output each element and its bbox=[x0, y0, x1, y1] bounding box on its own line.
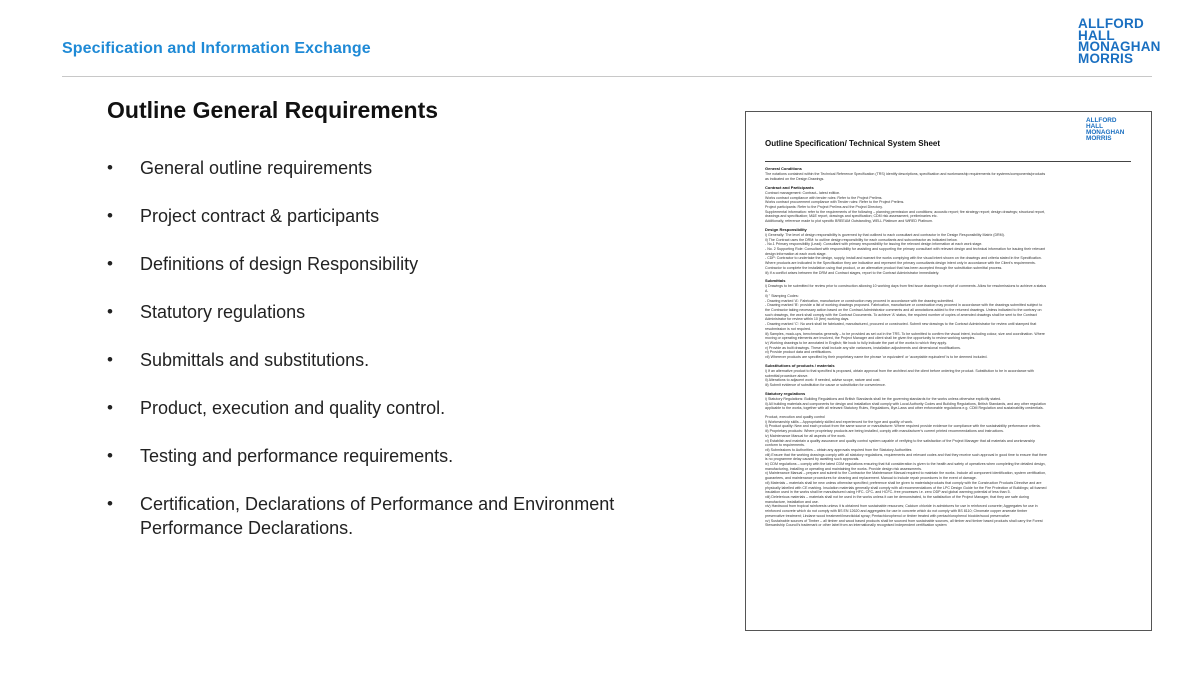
document-section-heading: Submittals bbox=[765, 278, 786, 284]
bullet-item bbox=[107, 348, 687, 372]
document-text-line: The notations contained within the Technical Reference Specification (TRS) identify descriptions, specification and workmanship requirements for systems/components/products bbox=[765, 172, 1046, 177]
document-logo bbox=[1086, 118, 1124, 142]
logo-line: MORRIS bbox=[1078, 50, 1134, 66]
document-text-line: A. bbox=[765, 289, 769, 294]
document-text-line: - Drawing marked 'C': No work shall be fabricated, manufactured, procured or constructed. Submit new drawings to the Contract Administrator for review until stamped that bbox=[765, 322, 1037, 327]
document-text-line: xv) Sustainable sources of Timber – all timber and wood based products shall be sourced from sustainable sources, all timber and timber based products shall carry the Forest bbox=[765, 518, 1043, 523]
document-text-line: moving or operating elements are involved, the Project Manager and client shall be given the opportunity to review working samples. bbox=[765, 336, 976, 341]
document-text-line: Stewardship Council's trademark or other label from an internationally recognised independent certification system bbox=[765, 523, 947, 528]
document-text-line: manufacturing, installing or operating and maintaining the works. Provide design risk assessments. bbox=[765, 466, 923, 471]
document-section-heading: General Conditions bbox=[765, 166, 802, 171]
bullet-item bbox=[107, 252, 687, 276]
document-text-line: the Contractor taking necessary action based on the Contract Administrator comments and all annotations added to the returned drawings. Unless indicated to the contrary on bbox=[765, 307, 1042, 312]
document-section bbox=[765, 392, 1137, 411]
bullet-item bbox=[107, 396, 687, 420]
document-text-line: ix) CDM regulations – comply with the latest CDM regulations ensuring that full consideration is given to the health and safety of operatives when completing the detailed design, bbox=[765, 462, 1046, 467]
document-text-line: i) Workmanship skills – Appropriately skilled and experienced for the type and quality of work. bbox=[765, 419, 914, 424]
document-text-line: iii) Proprietary products: Where proprietary products are being installed, comply with manufacturer's current printed recommendations and instructions. bbox=[765, 429, 1004, 434]
document-text-line: such drawings, the work shall comply with the Contract Documents. To achieve 'A' status, the required number of copies of amended drawings shall be sent to the Contract bbox=[765, 312, 1037, 317]
bullet-item bbox=[107, 444, 687, 468]
logo-line: HALL bbox=[1086, 123, 1104, 130]
document-section bbox=[765, 364, 1137, 388]
bullet-text: Product, execution and quality control. bbox=[140, 398, 446, 418]
slide-title: Outline General Requirements bbox=[107, 97, 439, 123]
document-text-line: iv) Working drawings to be annotated in English; file book to fully indicate the part of the works to which they apply. bbox=[765, 340, 947, 345]
document-text-line: xiii) Deleterious materials – materials shall not be used in the works unless it can be demonstrated, to the satisfaction of the Project Manager, that they are safe during bbox=[765, 495, 1029, 499]
document-text-line: i) Statutory Regulations: Building Regulations and British Standards shall be the governing standards for the works unless otherwise explicitly stated. bbox=[765, 396, 1002, 401]
bullet-item bbox=[107, 492, 687, 540]
bullet-list bbox=[107, 156, 687, 564]
document-section bbox=[765, 167, 1137, 182]
document-text-line: physically labelled with CE marking. Insulation materials generally shall comply with all recommendations of the LPC Design Guide for the Fire Protection of Buildings; all foamed bbox=[765, 485, 1047, 490]
bullet-text: Submittals and substitutions. bbox=[140, 350, 370, 370]
bullet-text: Project contract & participants bbox=[140, 206, 380, 226]
logo-line: MONAGHAN bbox=[1086, 129, 1125, 136]
document-section-heading: Design Responsibility bbox=[765, 226, 807, 232]
document-text-line: iii) If a conflict arises between the DRM and Contract stages, report to the Contract Administrator immediately. bbox=[765, 270, 940, 275]
document-text-line: Project participants: Refer to the Project Prelims and the Project Directory. bbox=[765, 204, 883, 209]
bullet-icon: • bbox=[107, 158, 113, 177]
document-text-line: guarantees, and maintenance procedures for cleaning and replacement. Manual to include repair procedures in the event of damage. bbox=[765, 476, 977, 481]
document-text-line: preservative treatment; Lindane wood treatment/insecticidal spray; Pentachlorophenol or timber treated with pentachlorophenol biocide/wood preservative bbox=[765, 513, 1010, 518]
document-text-line: iii) Samples, mock-ups, benchmarks generally – to be provided as set out in the TRS. To be submitted to confirm the visual intent, including colour, size and coordination. Where bbox=[765, 331, 1045, 336]
document-text-line: Contractor to complete the installation using that product, or an alternative product that has been accepted through the substitution submittal process. bbox=[765, 265, 1003, 270]
bullet-text: Definitions of design Responsibility bbox=[140, 254, 419, 274]
document-text-line: drawings and specification; M&E report, drawings and specification; CDM risk assessment, preliminaries etc. bbox=[765, 214, 938, 219]
document-text-line: - Drawing marked 'A': Fabrication, manufacture or construction may proceed in accordance with the drawing submitted. bbox=[765, 298, 955, 303]
document-text-line: vi) Provide product data and certifications. bbox=[765, 350, 832, 355]
document-title: Outline Specification/ Technical System Sheet bbox=[765, 139, 941, 148]
document-text-line: x) Maintenance Manual – prepare and submit to the Contractor the Maintenance Manual required to maintain the works. Include all component identification, system certification, bbox=[765, 471, 1047, 476]
document-text-line: design information at each work stage. bbox=[765, 251, 827, 256]
bullet-item bbox=[107, 300, 687, 324]
document-text-line: manufacture, installation and use. bbox=[765, 499, 819, 504]
bullet-icon: • bbox=[107, 446, 113, 465]
document-text-line: xiv) Hardwood from tropical rainforests unless it is obtained from sustainable resources; Calcium chloride in admixtures for use in reinforced concrete; Aggregates for use in bbox=[765, 504, 1038, 509]
document-section bbox=[765, 186, 1137, 224]
document-text-line: i) If an alternative product to that specified is proposed, obtain approval from the architect and the client before ordering the product. Substitution to be in accordance with bbox=[765, 368, 1034, 373]
document-text-line: ii) Alterations to adjacent work: If needed, advise scope, nature and cost. bbox=[765, 378, 881, 383]
logo-line: MORRIS bbox=[1086, 135, 1112, 142]
document-text-line: i) Generally: The level of design responsibility is governed by that outlined to each consultant and contractor in the Design Responsibility Matrix (DRM). bbox=[765, 232, 1005, 237]
logo-line: ALLFORD bbox=[1086, 117, 1117, 124]
header-divider bbox=[62, 76, 1152, 77]
logo-line: MONAGHAN bbox=[1078, 39, 1161, 54]
document-text-line: iv) Maintenance Manual for all aspects of the work. bbox=[765, 433, 846, 438]
document-text-line: Contract management: Contract– latest edition. bbox=[765, 190, 841, 195]
document-text-line: Supplemental information: refer to the requirements of the following – planning permission and conditions; acoustic report; fire strategy report; design drawings; structural report, bbox=[765, 209, 1046, 214]
document-text-line: Where products are indicated in the Specification they are indicative and represent the primary consultants design intent only in accordance with the Client's requirements. bbox=[765, 261, 1036, 266]
logo-line: ALLFORD bbox=[1078, 16, 1144, 31]
document-section bbox=[765, 228, 1137, 276]
document-section-heading: Statutory regulations bbox=[765, 390, 806, 396]
document-text-line: reinforced concrete which do not comply with BS EN 12620 and aggregates for use in concrete which do not comply with BS 8110; Chromate copper arsenate timber bbox=[765, 509, 1028, 514]
bullet-icon: • bbox=[107, 254, 113, 273]
bullet-text: Certification, Declarations of Performance and Environment Performance Declarations. bbox=[140, 494, 615, 538]
document-text-line: Works contract procurement compliance with Tender rules: Refer to the Project Prelims. bbox=[765, 200, 905, 205]
document-section bbox=[765, 415, 1137, 528]
bullet-icon: • bbox=[107, 206, 113, 225]
document-text-line: applicable to the works, together with all relevant Statutory Rules, Regulations, Bye-Laws and other enforceable regulations e.g. CDM Regulation and sustainability credentials. bbox=[765, 406, 1044, 411]
document-text-line: is no programme delay caused by awaiting such approvals. bbox=[765, 457, 860, 462]
document-text-line: - No. 2 Supporting Role: Consultant with responsibility for assisting and supporting the primary consultant with relevant design and technical information for issuing their relevant bbox=[765, 247, 1046, 252]
bullet-icon: • bbox=[107, 302, 113, 321]
document-text-line: submittal procedure above. bbox=[765, 373, 809, 378]
document-text-line: vi) Establish and maintain a quality assurance and quality control system capable of verifying to the satisfaction of the Project Manager that all materials and workmanship bbox=[765, 438, 1036, 443]
header-title: Specification and Information Exchange bbox=[62, 40, 371, 57]
document-text-line: viii) Ensure that the working drawings comply with all statutory regulations, requirements and relevant codes and that they receive such approval in good time to ensure that there bbox=[765, 452, 1048, 457]
document-text-line: - Drawing marked 'B': provide a list of working drawings proposed. Fabrication, manufacture or construction may proceed in accordance with the drawings submitted subject to bbox=[765, 303, 1043, 308]
document-text-line: Product, execution and quality control bbox=[765, 415, 825, 420]
bullet-text: Statutory regulations bbox=[140, 302, 306, 322]
document-text-line: - No.1 Primary responsibility (Lead): Consultant with primary responsibility for issuing the relevant design information at each work stage. bbox=[765, 242, 983, 247]
document-text-line: iii) Submit evidence of substitution for cause or substitution for convenience. bbox=[765, 383, 886, 388]
bullet-icon: • bbox=[107, 494, 113, 513]
logo-line: HALL bbox=[1078, 27, 1115, 43]
bullet-text: General outline requirements bbox=[140, 158, 373, 178]
document-divider bbox=[765, 161, 1131, 162]
bullet-item bbox=[107, 204, 687, 228]
company-logo bbox=[1078, 18, 1161, 64]
document-text-line: vii) Wherever products are specified by their proprietary name the phrase 'or equivalent' or 'acceptable equivalent' is to be deemed included. bbox=[765, 355, 988, 360]
bullet-text: Testing and performance requirements. bbox=[140, 446, 454, 466]
document-text-line: Works contract compliance with tender rules: Refer to the Project Prelims. bbox=[765, 195, 883, 200]
bullet-icon: • bbox=[107, 350, 113, 369]
document-text-line: resubmission is not required. bbox=[765, 326, 811, 331]
document-text-line: vii) Submissions to Authorities – obtain any approvals required from the Statutory Authorities bbox=[765, 447, 912, 452]
document-text-line: Administrator for review within 10 (ten) working days. bbox=[765, 317, 850, 322]
document-text-line: - CDP: Contractor to undertake the design, supply, install and warrant the works complying with the visual intent shown on the drawings and criteria stated in the Specification. bbox=[765, 256, 1042, 261]
document-text-line: ii) The Contract uses the DRM: to outline design responsibility for each consultants and subcontractor as indicated below. bbox=[765, 237, 958, 242]
document-text-line: insulation used in the works shall be manufactured using HFC- CFC- and HCFC- free processes i.e. zero ODP and global warming potential of less than 5. bbox=[765, 490, 1011, 495]
document-text-line: conform to requirements. bbox=[765, 443, 805, 448]
document-text-line: xii) Materials – materials shall be new unless otherwise specified; preference shall be given to materials/products that comply with the Construction Products Directive and are bbox=[765, 480, 1042, 485]
document-body bbox=[765, 167, 1137, 532]
document-text-line: ii) Product quality: New and each product from the same source or manufacturer. Where required provide evidence for compliance with the sustainability performance criteria. bbox=[765, 424, 1041, 429]
bullet-item bbox=[107, 156, 687, 180]
document-text-line: Additionally, reference made to plot specific BREEAM Outstanding, WELL Platinum and WiRED Platinum. bbox=[765, 219, 933, 224]
document-text-line: i) Drawings to be submitted for review prior to construction allowing 10 working days from first issue drawings to receipt of comments. Allow for resubmissions to achieve a status bbox=[765, 284, 1047, 289]
document-text-line: as indicated on the Design Drawings. bbox=[765, 176, 825, 181]
bullet-icon: • bbox=[107, 398, 113, 417]
document-section-heading: Substitutions of products / materials bbox=[765, 362, 835, 368]
document-text-line: ii) " Stamping Codes: bbox=[765, 293, 799, 298]
document-text-line: v) Provide as built drawings. These shall include any site variances, installation adjustments and dimensional modifications. bbox=[765, 345, 961, 350]
document-section-heading: Contract and Participants bbox=[765, 184, 814, 190]
specification-document-thumbnail bbox=[745, 111, 1152, 631]
document-section bbox=[765, 279, 1137, 359]
document-text-line: ii) All building materials and components for design and installation shall comply with Local Authority Codes and Building Regulations, British Standards, and any other regulation bbox=[765, 401, 1046, 406]
